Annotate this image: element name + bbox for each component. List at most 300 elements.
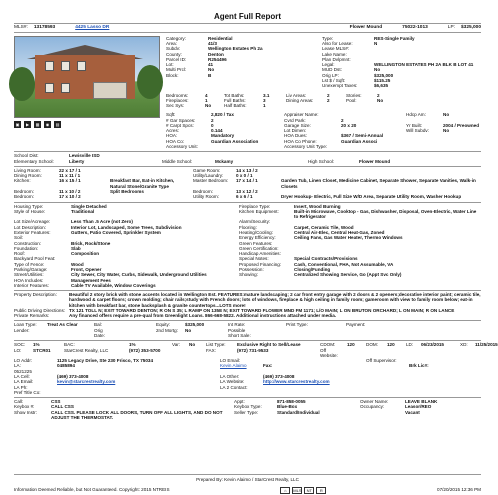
commission-value: (972) 353-5700	[129, 347, 161, 353]
rooms-summary-label: Liv Areas:	[286, 92, 307, 98]
print-date: 07/20/2015 12:36 PM	[437, 487, 481, 493]
size-label: Acres:	[166, 128, 180, 134]
loan-label	[286, 328, 316, 339]
room-dims: 6 x 6 / 1	[236, 194, 253, 200]
rooms-summary-label: Dining Areas:	[286, 97, 314, 103]
loan-value	[319, 328, 343, 339]
photo-toolbar	[14, 121, 160, 128]
size-value: No	[443, 128, 450, 134]
feature-label: Heating/Cooling:	[239, 229, 273, 235]
size-label: Lot Dimen:	[284, 128, 307, 134]
commission-value	[347, 348, 363, 359]
size-label: # Carpt Spcs:	[166, 122, 194, 128]
office-label: LO Addr:	[14, 358, 33, 364]
office-label: Pref Title Co:	[14, 389, 41, 395]
feature-value: Gutters, Patio Covered, Sprinkler System	[71, 229, 161, 235]
office-label: 0521225	[14, 368, 32, 374]
camera-icon[interactable]: ▣	[15, 121, 20, 127]
description-row	[14, 313, 481, 318]
size-block	[166, 112, 481, 149]
map-icon[interactable]: ◉	[45, 121, 50, 127]
right-info-extra-label: Lst $ / Sqft:	[322, 77, 346, 83]
right-info	[322, 36, 481, 89]
right-info-label: Legal:	[322, 62, 335, 68]
room-label: Bedroom:	[14, 194, 34, 200]
left-info-row	[166, 73, 316, 78]
room-dims: 17 x 14 / 1	[236, 178, 258, 184]
rooms-summary-label: Full Baths:	[224, 97, 246, 103]
size-label: Appraiser Name:	[284, 112, 319, 118]
showing-label: Owner Name:	[360, 399, 389, 405]
commission-label: CDOM:	[320, 342, 336, 348]
showing-value: 871-858-0055	[277, 399, 306, 405]
listing-photo[interactable]	[14, 36, 160, 118]
feature-label: Parking/Garage:	[14, 266, 48, 272]
zip: 75022-1013	[402, 25, 428, 31]
feature-label: Interior Features:	[14, 282, 49, 288]
feature-label: Green Features:	[239, 240, 273, 246]
mls-number: 13178593	[33, 25, 56, 31]
left-info-value: Denton	[208, 51, 224, 57]
feature-label: Soil:	[14, 235, 23, 241]
size-label: Hdcp Am:	[406, 112, 426, 118]
showing-value: Standard/Individual	[277, 409, 320, 415]
loan-section	[14, 320, 481, 338]
loan-label: Possible Short Sale:	[228, 327, 251, 339]
school-label: High School:	[308, 158, 335, 164]
feature-value: Brick, Rock/Stone	[71, 240, 111, 246]
room-label: Bedroom:	[14, 189, 34, 195]
rooms-summary-label: Tot Baths:	[224, 92, 245, 98]
office-label: LA Cell:	[14, 374, 30, 380]
loan-value: No	[185, 327, 192, 333]
left-info-value: No	[208, 67, 215, 73]
commission-value: 120	[347, 342, 355, 348]
office-value: Fax:	[263, 363, 273, 369]
feature-label: Flooring:	[239, 224, 257, 230]
commission-label: LO:	[14, 347, 22, 353]
office-value: 1125 Legacy Drive, Ste 230 Frisco, TX 75034	[57, 358, 154, 364]
showing-section	[14, 397, 481, 420]
equal-housing-icon: ⌂	[280, 487, 290, 494]
showing-value: CSS	[51, 399, 61, 405]
office-row	[14, 363, 481, 374]
office-link[interactable]: kevin@starcrestrealty.com	[57, 379, 116, 385]
office-label	[366, 363, 406, 368]
size-value: 20 x 20	[341, 122, 357, 128]
left-info-value: B	[208, 72, 212, 78]
office-value: Brk Lic#:	[409, 363, 429, 369]
feature-label: Street/Utilities:	[14, 272, 44, 278]
office-value	[263, 390, 363, 395]
loan-label: Lender:	[14, 327, 30, 333]
feature-label: Lot Size/Acreage:	[14, 219, 51, 225]
feature-value: Carpet, Ceramic Tile, Wood	[294, 224, 354, 230]
feature-value: Special Contracts/Provisions	[294, 256, 358, 262]
room-dims: 22 x 17 / 1	[59, 167, 81, 173]
list-price: $325,000	[460, 25, 481, 31]
right-info-extra-value: $6,635	[374, 83, 389, 89]
size-label: Garage Size:	[284, 122, 311, 128]
loan-label: Equity:	[156, 322, 171, 328]
size-label: Sqft:	[166, 112, 176, 118]
office-label: LA Ph:	[14, 384, 28, 390]
showing-row	[14, 410, 481, 421]
size-label: Accessory Unit:	[166, 144, 198, 150]
commission-row	[14, 348, 481, 359]
commission-label: Off Website:	[320, 347, 338, 358]
feature-value: Front, Opener	[71, 266, 102, 272]
right-info-extra-row	[322, 83, 481, 88]
office-label	[220, 390, 260, 395]
room-features	[110, 194, 190, 199]
size-value: No	[443, 112, 450, 118]
rooms-summary-label: Bedrooms:	[166, 92, 189, 98]
rooms-summary-value: 3	[263, 97, 266, 103]
room-label: Bedroom:	[193, 189, 213, 195]
size-label: HOA:	[166, 133, 178, 139]
showing-value: LEAVE BLANK	[405, 399, 438, 405]
size-value: 0.144	[211, 128, 223, 134]
rooms-summary-label: Half Baths:	[224, 103, 247, 109]
feature-row	[14, 209, 481, 220]
right-info-extra-label: Unexempt Taxes:	[322, 83, 358, 89]
rooms-summary-value: No	[205, 103, 212, 109]
feature-label: HOA Includes:	[14, 277, 44, 283]
feature-value: Insert, Wood Burning	[294, 203, 341, 209]
commission-label: Var:	[172, 342, 181, 348]
showing-label: Show Instr:	[14, 409, 37, 415]
commission-label: XD:	[460, 342, 468, 348]
office-value: 0485894	[57, 363, 75, 369]
feature-label: Possession:	[239, 266, 264, 272]
showing-value: Vacant	[405, 409, 420, 415]
description-label: Public Driving Directions:	[14, 307, 66, 313]
description-text: Beautiful 2 story brick with stone accents located in Wellington Est. FEATURES:mature landscaping; 2 car front entry garage with 2 doors & 2 openers;decorative interior paint; ceramic tile, hardwood & carpet floors; crown molding; chair rails;study with French doors; lots of windows, fireplace & high ceiling in family room; gameroom with view to family room below; eat-in kitchen with breakfast bar, stone backsplash & granite countertops...LOTS more!	[69, 292, 481, 308]
showing-label: Seller Type:	[234, 409, 259, 415]
rooms-summary-value: 2	[377, 92, 380, 98]
school-row	[14, 159, 481, 164]
room-dims: 11 x 11 / 1	[59, 173, 81, 179]
rooms-summary-value: 2	[327, 92, 330, 98]
feature-label: Alarm/Security:	[239, 219, 271, 225]
feature-label: Exterior Features:	[14, 229, 51, 235]
rooms-summary	[166, 93, 481, 109]
description-text: Any financed offers require a pre-qual from Greenlight Loans. 866-668-5822. Additional instructions attached under media.	[69, 313, 337, 319]
size-value: $367 / Semi-Annual	[341, 133, 384, 139]
tour-icon[interactable]: ▦	[35, 121, 40, 127]
right-info-label: Lake Name:	[322, 51, 347, 57]
left-info-value: 41/3	[208, 40, 217, 46]
commission-value	[475, 348, 481, 359]
feature-value: Central Air-Elec, Central Heat-Gas, Zoned	[294, 229, 385, 235]
commission-value: 1%	[129, 342, 136, 348]
size-value	[211, 144, 281, 149]
description-row	[14, 292, 481, 308]
office-section	[14, 358, 481, 395]
feature-label: Roof:	[14, 251, 25, 257]
office-label: LA 2 Contact:	[220, 384, 248, 390]
gallery-icon[interactable]: ▤	[55, 121, 60, 127]
showing-label: Keybox #:	[14, 404, 35, 410]
commission-value: No	[189, 342, 196, 348]
school-value: Lewisville ISD	[69, 153, 100, 159]
size-label	[406, 144, 440, 149]
schools-section	[14, 151, 481, 164]
room-dims: 17 x 10 / 2	[59, 194, 81, 200]
feature-value: Wood	[71, 261, 84, 267]
right-info-value: No	[374, 67, 381, 73]
feature-value: Management Fees	[71, 277, 111, 283]
size-value	[443, 144, 481, 149]
room-label: Utility Room:	[193, 194, 220, 200]
commission-label: List Type:	[206, 342, 226, 348]
rooms-summary-value: 1	[205, 97, 208, 103]
left-info-value: Residential	[208, 35, 233, 41]
school-value: Flower Mound	[359, 158, 391, 164]
commission-value: 120	[387, 342, 395, 348]
left-info-label: County:	[166, 51, 182, 57]
right-info-value: RES-Single Family	[374, 35, 415, 41]
feature-value	[294, 283, 481, 288]
right-info-value: WELLINGTON ESTATES PH 2A BLK B LOT 41	[374, 62, 474, 68]
rooms-summary-row	[166, 103, 481, 108]
rooms-summary-value	[327, 103, 343, 108]
video-icon[interactable]: ▶	[25, 121, 30, 127]
loan-label: 2nd Mortg:	[156, 327, 178, 333]
realtor-icon: R	[316, 487, 326, 494]
description-label: Property Description:	[14, 292, 57, 298]
size-value: 0	[211, 122, 214, 128]
footer-logos	[280, 487, 326, 494]
photo-column	[14, 36, 160, 150]
feature-label: Handicap Amenities:	[239, 251, 281, 257]
office-value	[409, 390, 481, 395]
size-value: Guardian Association	[211, 138, 259, 144]
summary-block	[166, 36, 481, 150]
feature-label: Housing Type:	[14, 203, 44, 209]
ntreis-icon: NT	[304, 487, 314, 494]
commission-value: 11/25/2015	[475, 342, 498, 348]
room-label: Game Room:	[193, 167, 221, 173]
commission-label	[460, 348, 472, 359]
office-value: (469) 373-4008	[57, 374, 89, 380]
feature-label: Fireplace Type:	[239, 203, 271, 209]
size-value	[341, 144, 403, 149]
right-info-extra-label: Orig LP:	[322, 72, 339, 78]
city: Flower Mound	[349, 25, 383, 31]
loan-label: Payment:	[346, 322, 366, 328]
header-section	[14, 36, 481, 150]
left-info-value: 41	[208, 62, 214, 68]
size-label: HOA Dues:	[284, 133, 307, 139]
room-row	[14, 194, 481, 199]
feature-value: Cash, Conventional, FHA, Not Assumable, VA	[294, 261, 394, 267]
commission-label	[172, 348, 186, 359]
loan-row	[14, 328, 481, 339]
left-info-label: Multi Prcl:	[166, 67, 187, 73]
loan-value	[113, 328, 153, 339]
feature-label: Construction:	[14, 240, 42, 246]
commission-value: (972) 731-9533	[237, 347, 269, 353]
loan-label: Orig Date:	[94, 327, 105, 339]
room-label: Master Bedroom:	[193, 178, 229, 184]
rooms-summary-value: 3.1	[263, 92, 270, 98]
office-value	[57, 390, 217, 395]
rooms-summary-value: 4	[205, 92, 208, 98]
listing-header-bar	[14, 23, 481, 33]
commission-value: 06/23/2015	[421, 342, 444, 348]
office-label: LA Website:	[220, 379, 245, 385]
size-value: Guardian Associ	[341, 138, 378, 144]
disclaimer: Information Deemed Reliable, but Not Guaranteed. Copyright: 2015 NTREIS	[14, 487, 170, 493]
commission-value: STCR01	[33, 347, 51, 353]
commission-value: Exclusive Right to Sell/Lease	[237, 342, 301, 348]
size-value: 2,820 / Tax	[211, 112, 234, 118]
size-value: Mandatory	[211, 133, 235, 139]
right-info-label: Type:	[322, 35, 334, 41]
showing-label: Occupancy:	[360, 404, 385, 410]
office-link[interactable]: http://www.starcrestrealty.com	[263, 379, 330, 385]
left-info-value: R254496	[208, 56, 227, 62]
room-label: Living Room:	[14, 167, 41, 173]
feature-label	[239, 283, 291, 288]
office-label: Off Supervisor:	[366, 358, 397, 364]
left-info	[166, 36, 316, 89]
feature-value: Slab	[71, 245, 81, 251]
feature-label: Special Notes:	[239, 256, 269, 262]
office-label: LA:	[14, 363, 21, 369]
report-footer	[14, 474, 481, 494]
left-info-label: Block:	[166, 72, 179, 78]
right-info-label: MUD Dst:	[322, 67, 342, 73]
office-label: LA Other:	[220, 374, 240, 380]
feature-value: Cable TV Available, Window Coverings	[71, 282, 156, 288]
right-info-label: Also for Lease:	[322, 40, 353, 46]
feature-value: Built-in Microwave, Cooktop - Gas, Dishwasher, Disposal, Oven-Electric, Water Line to Refrigerator	[294, 208, 477, 220]
commission-label: DOM:	[366, 342, 378, 348]
school-value: Mckamy	[215, 158, 234, 164]
room-label: Kitchen:	[14, 178, 31, 184]
commission-label: FAX:	[206, 347, 216, 353]
room-dims: 13 x 12 / 2	[236, 189, 258, 195]
loan-label: Print Type:	[286, 322, 308, 328]
rooms-summary-label: Stories:	[346, 92, 362, 98]
right-info-extra-value: $325,000	[374, 72, 394, 78]
feature-value: Centralized Showing Service, Go (Appt Svc Only)	[294, 272, 402, 278]
rooms-summary-label	[286, 103, 324, 108]
commission-label: LD:	[406, 342, 414, 348]
feature-label: Backyard Pool Feat:	[14, 256, 56, 262]
report-title: Agent Full Report	[213, 12, 282, 21]
school-value: Liberty	[69, 158, 85, 164]
rooms-summary-label: Sec Sys:	[166, 103, 185, 109]
rooms-summary-label	[346, 103, 374, 108]
feature-value: City Sewer, City Water, Curbs, Sidewalk, Underground Utilities	[71, 272, 207, 278]
address-link[interactable]: 4425 Lasso DR	[75, 25, 110, 31]
size-label: Cvrd Park:	[284, 117, 306, 123]
office-row	[14, 390, 481, 395]
features-section	[14, 202, 481, 289]
left-info-label: Parcel ID:	[166, 56, 187, 62]
loan-value	[47, 328, 91, 339]
office-link[interactable]: Kevin Alaimo	[220, 363, 247, 369]
loan-label: Bal:	[94, 322, 102, 328]
school-label: Elementary School:	[14, 158, 54, 164]
loan-value: Treat As Clear	[47, 322, 78, 328]
right-info-label: Plan Dvlpmnt:	[322, 56, 351, 62]
room-dims: 16 x 15 / 1	[59, 178, 81, 184]
left-info-label: Area:	[166, 40, 177, 46]
left-info-label: Subdv:	[166, 46, 181, 52]
feature-label: Showing:	[239, 272, 258, 278]
room-row	[14, 178, 481, 189]
office-label	[366, 390, 406, 395]
showing-value: Blue-Box	[277, 404, 298, 410]
size-label: Will Subdv:	[406, 128, 429, 134]
room-features: Split Bedrooms	[110, 189, 144, 195]
room-label: Utility/Laundry:	[193, 173, 224, 179]
commission-value	[421, 348, 457, 359]
feature-label: Green Certification:	[239, 245, 279, 251]
showing-value: CALL CSS. PLEASE LOCK ALL DOORS, TURN OFF ALL LIGHTS, AND DO NOT ADJUST THE THERMOSTAT.	[51, 409, 223, 420]
rooms-summary-value: No	[377, 97, 384, 103]
room-features: Breakfast Bar, Eat-in Kitchen, Natural Stone/Granite Type	[110, 178, 175, 189]
feature-label: Type of Fence:	[14, 261, 45, 267]
size-value: 2004 / Preowned	[443, 122, 480, 128]
showing-label	[360, 410, 402, 421]
room-dims: 14 x 13 / 2	[236, 167, 258, 173]
feature-value: Closing/Funding	[294, 266, 331, 272]
office-label: LO Email:	[220, 358, 241, 364]
commission-value	[387, 348, 403, 359]
size-label: Yr Built:	[406, 122, 423, 128]
rooms-summary-label: Fireplaces:	[166, 97, 189, 103]
rooms-summary-label: Pool:	[346, 97, 357, 103]
feature-value: Ceiling Fans, Gas Water Heater, Thermo Windows	[294, 235, 403, 241]
loan-value	[379, 328, 481, 339]
commission-label: SOC:	[14, 342, 26, 348]
mls-icon: MLS	[293, 488, 302, 494]
feature-value: Single Detached	[71, 203, 107, 209]
description-text: TX 121 TOLL N; EXIT TOWARD DENTON; R ON S 35; L RAMP ON 135E N; EXIT TOWARD FLOWER MND FM 1171; L/O MAIN; L ON BRUTON ORCHARD; L ON MAIN; R ON LANCE	[69, 307, 455, 313]
prepared-by: Prepared By: Kevin Alaimo / StarCrest Realty, LLC	[196, 477, 299, 482]
left-info-label: Category:	[166, 35, 186, 41]
loan-label: Int Rate:	[228, 322, 246, 328]
showing-label: Keybox Type:	[234, 404, 262, 410]
description-label: Private Remarks:	[14, 313, 50, 319]
room-features: Dryer Hookup- Electric, Full Size W/D Area, Separate Utility Room, Washer Hookup	[281, 194, 462, 200]
feature-label: Proposed Financing:	[239, 261, 282, 267]
mls-label: MLS#:	[14, 25, 28, 31]
commission-value: 1%	[33, 342, 40, 348]
right-info-value: N	[374, 40, 378, 46]
rooms-summary-value	[377, 103, 481, 108]
feature-label: Kitchen Equipment:	[239, 208, 279, 214]
right-info-label: Lease MLS#:	[322, 46, 350, 52]
commission-label: BAC:	[64, 342, 75, 348]
room-features: Garden Tub, Linen Closet, Medicine Cabinet, Separate Shower, Separate Vanities, Walk-in Closets	[281, 178, 476, 189]
right-info-extra-value: $115.25	[374, 77, 391, 83]
size-label: # Gar Spaces:	[166, 117, 196, 123]
commission-value	[189, 348, 203, 359]
left-info-value: Wellington Estates Ph 2a	[208, 46, 263, 52]
rooms-section	[14, 166, 481, 200]
room-dims: 0 x 0 / 1	[236, 173, 253, 179]
room-label: Dining Room:	[14, 173, 42, 179]
rooms-summary-value: 1	[263, 103, 266, 109]
size-row	[166, 144, 481, 149]
